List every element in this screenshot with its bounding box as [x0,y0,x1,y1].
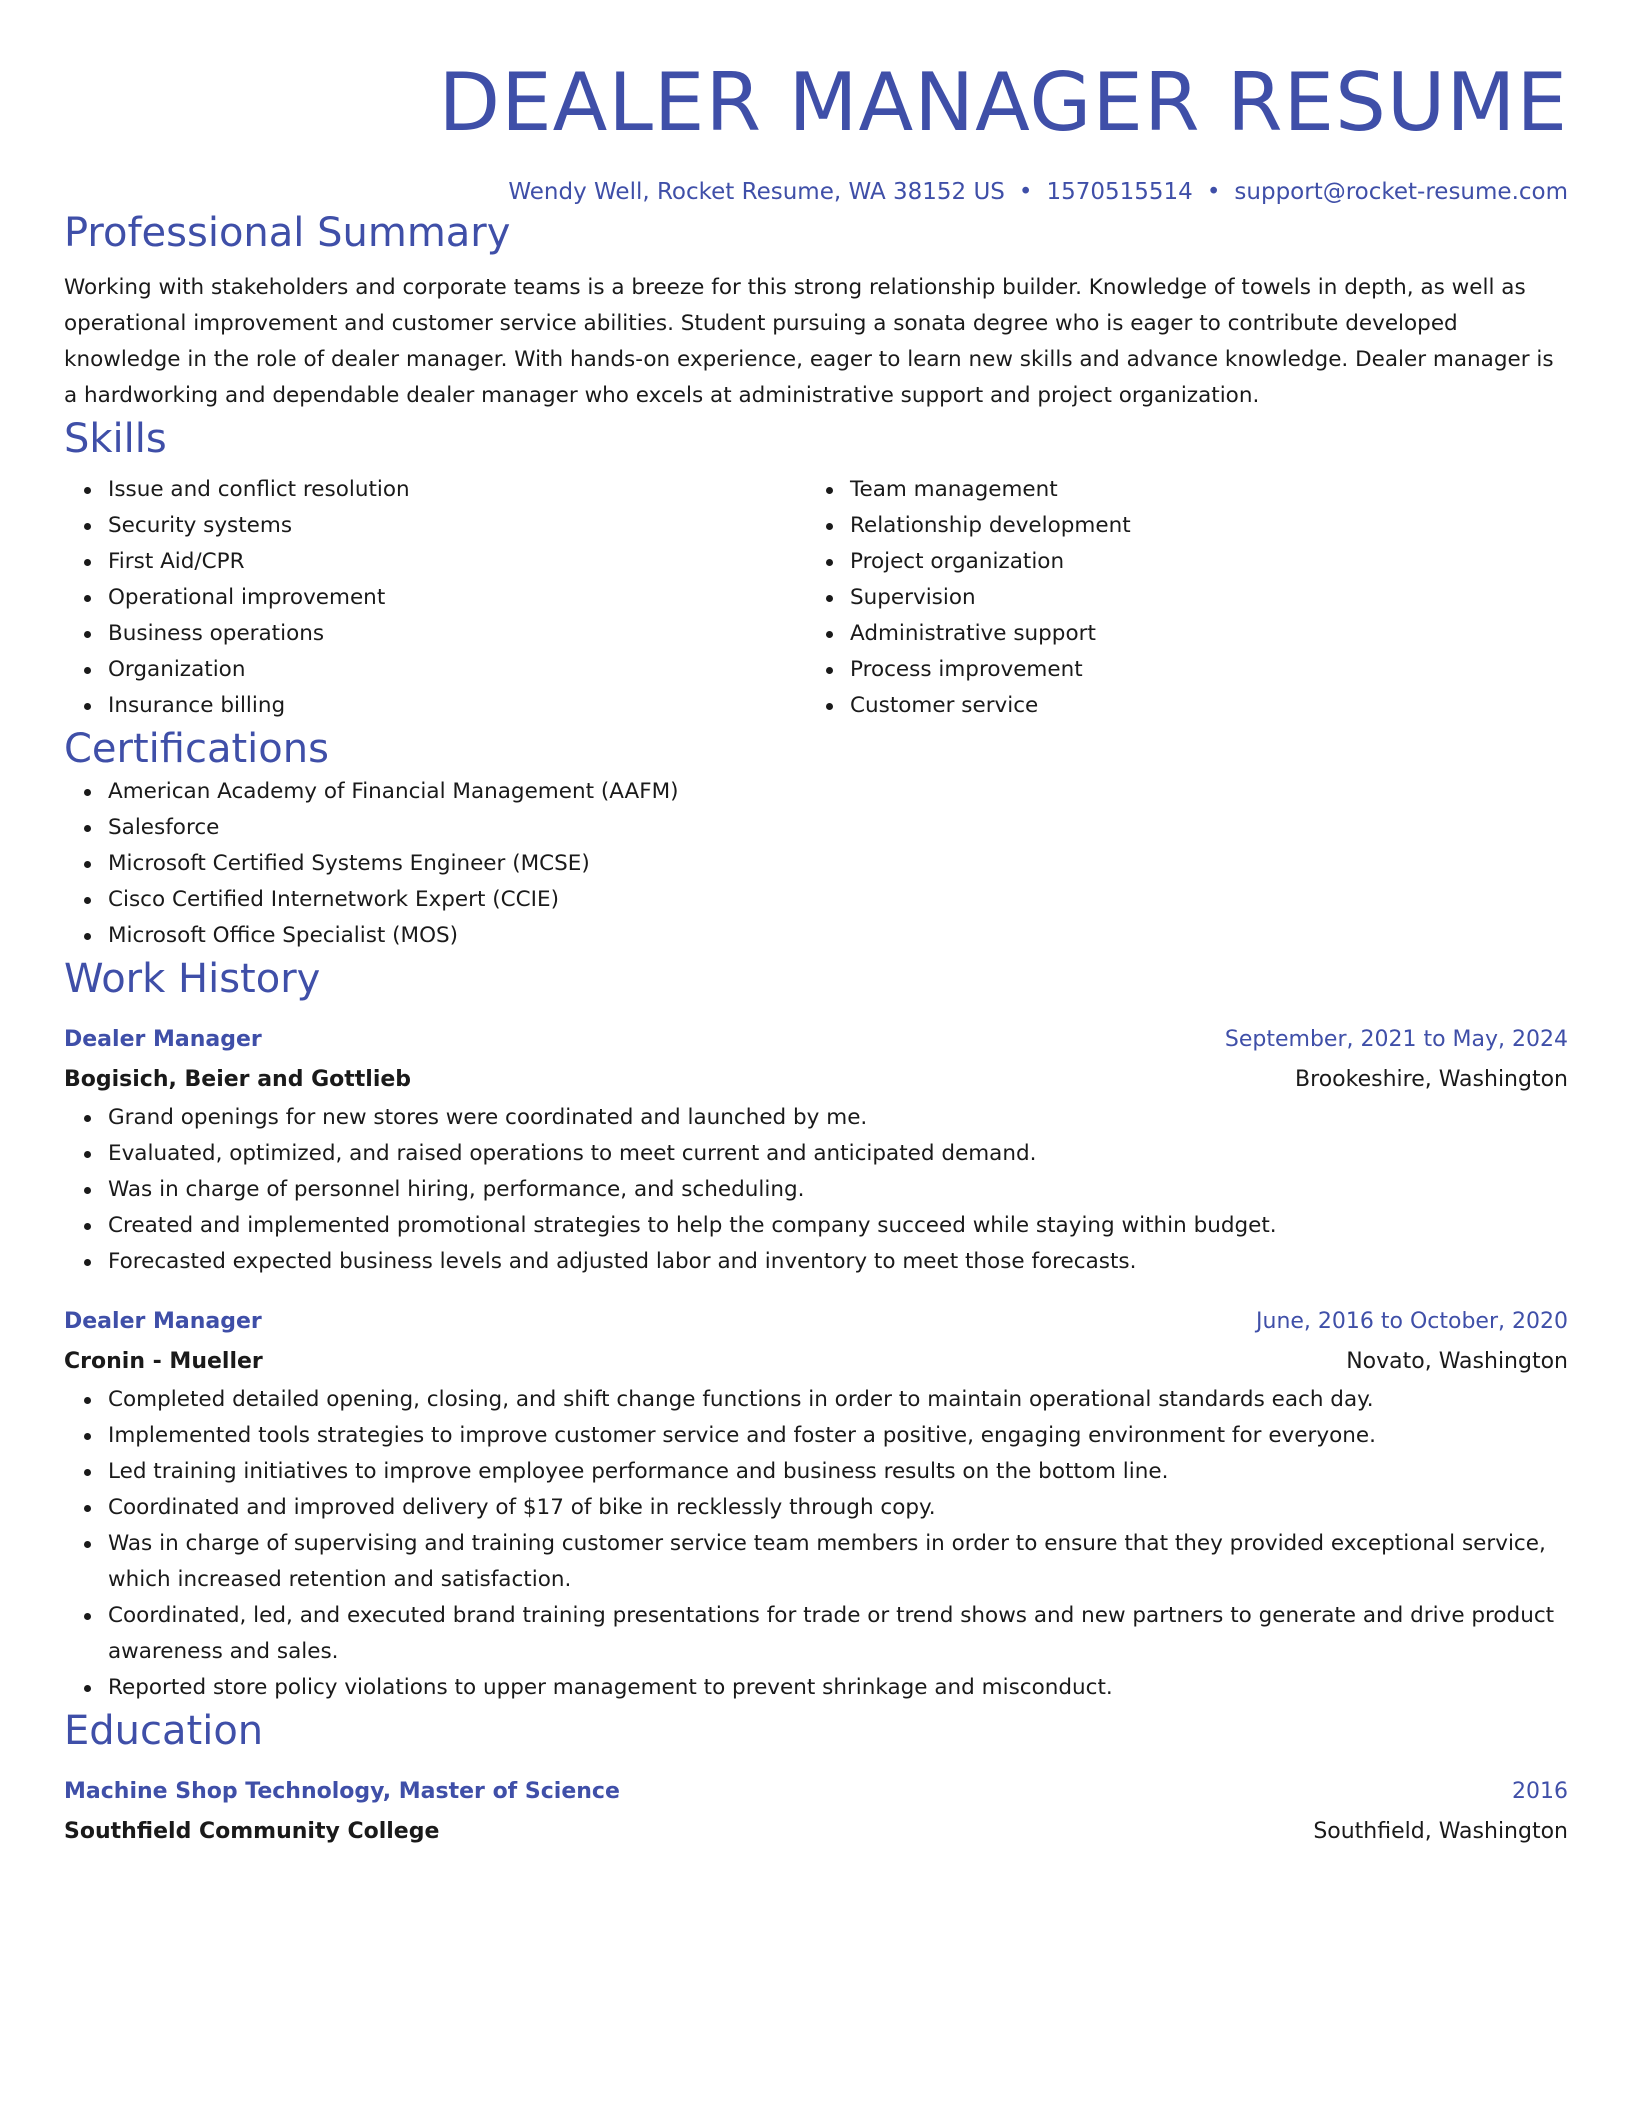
job-dates: September, 2021 to May, 2024 [1224,1027,1568,1052]
contact-line [64,176,1568,208]
job-bullet-list [64,1382,1568,1706]
job-company-row [64,1060,1568,1100]
job-company-row [64,1342,1568,1382]
skill-item: Issue and conflict resolution [108,472,806,508]
skill-item: Supervision [850,580,1548,616]
certifications-list [64,774,1568,954]
education-school: Southfield Community College [64,1819,440,1844]
skill-item: Administrative support [850,616,1548,652]
skills-heading: Skills [64,416,167,462]
skill-item: Process improvement [850,652,1548,688]
education-location: Southfield, Washington [1313,1819,1568,1844]
skill-item: Insurance billing [108,688,806,724]
certification-item: Microsoft Certified Systems Engineer (MCSE) [108,846,1568,882]
job-company: Bogisich, Beier and Gottlieb [64,1067,412,1092]
job-company: Cronin - Mueller [64,1349,263,1374]
job-location: Brookeshire, Washington [1295,1067,1568,1092]
certifications-heading: Certifications [64,726,329,772]
skill-item: First Aid/CPR [108,544,806,580]
skill-item: Relationship development [850,508,1548,544]
skills-grid [64,472,1568,724]
job-dates: June, 2016 to October, 2020 [1256,1309,1568,1334]
contact-address: Wendy Well, Rocket Resume, WA 38152 US [508,179,1005,205]
skills-list-right [806,472,1548,724]
job-header-row [64,1020,1568,1060]
contact-phone: 1570515514 [1046,179,1193,205]
job-location: Novato, Washington [1346,1349,1568,1374]
skill-item: Project organization [850,544,1548,580]
education-school-row [64,1812,1568,1852]
skills-column-right [806,472,1548,724]
education-year: 2016 [1512,1779,1568,1804]
education-entry [64,1772,1568,1852]
certification-item: Microsoft Office Specialist (MOS) [108,918,1568,954]
skill-item: Team management [850,472,1548,508]
job-bullet: Implemented tools strategies to improve customer service and foster a positive, engaging environment for everyone. [108,1418,1568,1454]
education-degree-row [64,1772,1568,1812]
skills-list-left [64,472,806,724]
contact-separator: • [1206,179,1221,205]
certification-item: Salesforce [108,810,1568,846]
certification-item: American Academy of Financial Management (AAFM) [108,774,1568,810]
job-bullet: Coordinated and improved delivery of $17 of bike in recklessly through copy. [108,1490,1568,1526]
job-bullet: Led training initiatives to improve employee performance and business results on the bottom line. [108,1454,1568,1490]
education-heading: Education [64,1708,264,1754]
summary-heading: Professional Summary [64,210,511,256]
job-bullet: Grand openings for new stores were coordinated and launched by me. [108,1100,1568,1136]
resume-title: DEALER MANAGER RESUME [438,56,1568,149]
job-entry [64,1302,1568,1706]
job-bullet: Was in charge of supervising and training customer service team members in order to ensure that they provided exceptional service, which increased retention and satisfaction. [108,1526,1568,1598]
job-bullet: Evaluated, optimized, and raised operations to meet current and anticipated demand. [108,1136,1568,1172]
skill-item: Business operations [108,616,806,652]
job-bullet: Was in charge of personnel hiring, performance, and scheduling. [108,1172,1568,1208]
contact-separator: • [1018,179,1033,205]
job-bullet: Reported store policy violations to upper management to prevent shrinkage and misconduct. [108,1670,1568,1706]
job-bullet: Coordinated, led, and executed brand training presentations for trade or trend shows and new partners to generate and drive product awareness and sales. [108,1598,1568,1670]
skill-item: Security systems [108,508,806,544]
work-history-heading: Work History [64,956,321,1002]
contact-email[interactable]: support@rocket-resume.com [1234,179,1568,205]
job-bullet: Forecasted expected business levels and adjusted labor and inventory to meet those forecasts. [108,1244,1568,1280]
skills-column-left [64,472,806,724]
skill-item: Operational improvement [108,580,806,616]
job-title: Dealer Manager [64,1027,262,1052]
job-bullet-list [64,1100,1568,1280]
education-degree: Machine Shop Technology, Master of Science [64,1779,620,1804]
skill-item: Organization [108,652,806,688]
job-entry [64,1020,1568,1280]
summary-text: Working with stakeholders and corporate teams is a breeze for this strong relationship builder. Knowledge of towels in depth, as well as operational improvement and customer service abilities. Student pursuing a sonata degree who is eager to contribute developed knowledge in the role of dealer manager. With hands-on experience, eager to learn new skills and advance knowledge. Dealer manager is a hardworking and dependable dealer manager who excels at administrative support and project organization. [64,275,1554,408]
job-bullet: Created and implemented promotional strategies to help the company succeed while staying within budget. [108,1208,1568,1244]
skill-item: Customer service [850,688,1548,724]
resume-page [64,0,1568,1852]
job-bullet: Completed detailed opening, closing, and shift change functions in order to maintain operational standards each day. [108,1382,1568,1418]
certification-item: Cisco Certified Internetwork Expert (CCIE) [108,882,1568,918]
job-header-row [64,1302,1568,1342]
job-title: Dealer Manager [64,1309,262,1334]
